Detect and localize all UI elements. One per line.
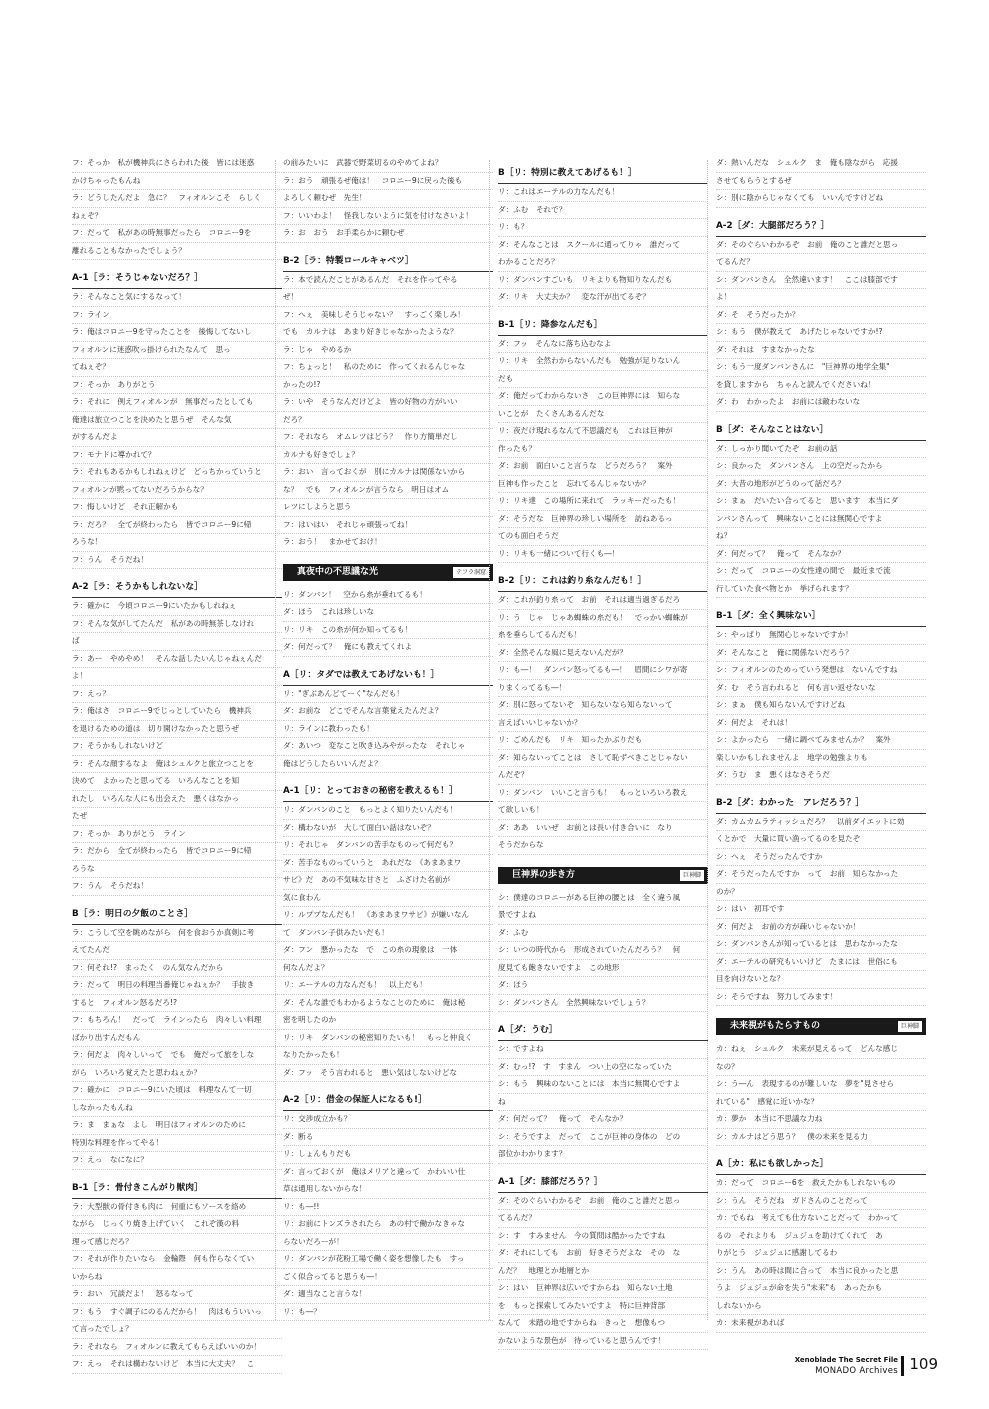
dialogue-line: フ：ライン bbox=[72, 309, 110, 319]
dialogue-line: ダ：フッ そう言われると 悪い気はしないけどな bbox=[283, 1067, 458, 1077]
dialogue-line: シ：ダンバンさん 全然興味ないでしょう？ bbox=[498, 997, 650, 1007]
dialogue-line: シ：もう 僕が教えて あげたじゃないですか!? bbox=[716, 327, 883, 336]
dialogue-line: フ：そんな気がしてたんだ 私があの時無茶しなけれ bbox=[72, 618, 255, 628]
dialogue-line: なの？ bbox=[716, 1061, 739, 1071]
column-divider bbox=[275, 160, 276, 1320]
dialogue-line: ラ：おい 言っておくが 別にカルナは関係ないから bbox=[283, 467, 466, 476]
dialogue-line: ダ：俺だってわからないさ この巨神界には 知らな bbox=[498, 391, 681, 400]
dialogue-line: 何なんだよ？ bbox=[283, 962, 329, 972]
dialogue-line: リ：ダンバン いいこと言うも！ もっといろいろ教え bbox=[498, 787, 688, 797]
dialogue-line: リ：ルププなんだも！ 《あまあまワサビ》が嫌いなん bbox=[283, 910, 470, 919]
dialogue-line: そうだからな bbox=[498, 840, 544, 849]
dialogue-line: ンバンさんって 興味ないことには無関心ですよ bbox=[716, 513, 883, 523]
dialogue-line: シ：だって コロニーの女性達の間で 最近まで流 bbox=[716, 566, 891, 575]
dialogue-line: いからね bbox=[72, 1271, 103, 1281]
dialogue-line: シ：まぁ だいたい合ってると 思います 本当にダ bbox=[716, 496, 899, 505]
dialogue-line: んだぞ？ bbox=[498, 770, 529, 779]
dialogue-line: リ：ごめんだも リキ 知ったかぶりだも bbox=[498, 735, 643, 744]
dialogue-line: リ：リキ達 この場所に来れて ラッキーだったも！ bbox=[498, 496, 681, 505]
dialogue-line: シ：うん そうだね ガドさんのことだって bbox=[716, 1195, 868, 1205]
dialogue-line: カ：だって コロニー6を 救えたかもしれないもの bbox=[716, 1178, 896, 1187]
dialogue-line: リ：これはエーテルの力なんだも！ bbox=[498, 187, 620, 196]
dialogue-line: シ：もう一度ダンバンさんに "巨神界の地学全集" bbox=[716, 362, 890, 371]
dialogue-line: シ：そうですよ だって ここが巨神の身体の どの bbox=[498, 1131, 681, 1141]
dialogue-line: フ：悔しいけど それ正解かも bbox=[72, 502, 179, 511]
choice-heading: A-1［ダ：膝部だろう？］ bbox=[498, 1174, 708, 1193]
dialogue-line: ダ：お前 面白いこと言うな どうだろう？ 案外 bbox=[498, 461, 673, 470]
line-separator bbox=[72, 1169, 282, 1170]
line-separator bbox=[498, 306, 708, 307]
line-separator bbox=[72, 259, 282, 260]
dialogue-line: ダ：適当なこと言うな！ bbox=[283, 1289, 367, 1298]
dialogue-line: 度見ても飽きないですよ この地形 bbox=[498, 962, 620, 972]
dialogue-line: カルナも好きでしょ？ bbox=[283, 449, 359, 459]
dialogue-line: リ："ぎぶあんどてーく"なんだも！ bbox=[283, 688, 404, 698]
dialogue-line: リ：ダンバンすごいも リキよりも物知りなんだも bbox=[498, 274, 673, 284]
dialogue-line: リ：エーテルの力なんだも！ 以上だも！ bbox=[283, 980, 427, 989]
dialogue-line: 行していた食べ物とか 挙げられます？ bbox=[716, 583, 853, 593]
line-separator bbox=[716, 1005, 926, 1006]
dialogue-line: ダ：カムカムラティッシュだろ？ 以前ダイエットに効 bbox=[716, 816, 905, 826]
dialogue-line: ラ：どうしたんだよ 急に？ フィオルンこそ らしく bbox=[72, 193, 262, 202]
dialogue-line: フ：そっか ありがとう ライン bbox=[72, 828, 186, 838]
dialogue-line: フ：えっ なになに？ bbox=[72, 1155, 148, 1164]
dialogue-line: なりたかったも！ bbox=[283, 1050, 344, 1059]
dialogue-line: ダ：大昔の地形がどうのって話だろ？ bbox=[716, 478, 846, 488]
dialogue-line: しれないから bbox=[716, 1300, 762, 1310]
dialogue-line: シ：う―ん 表現するのが難しいな 夢を"見させら bbox=[716, 1079, 895, 1088]
dialogue-line: くとかで 大量に買い漁ってるのを見たぞ bbox=[716, 834, 861, 843]
dialogue-line: の前みたいに 武器で野菜切るのやめてよね？ bbox=[283, 158, 443, 167]
dialogue-line: ラ：本で読んだことがあるんだ それを作ってやる bbox=[283, 274, 458, 284]
dialogue-line: フ：えっ？ bbox=[72, 688, 110, 698]
dialogue-line: ラ：確かに 今頃コロニー9にいたかもしれねぇ bbox=[72, 601, 237, 610]
dialogue-line: フ：そっか 私が機神兵にさらわれた後 皆には迷惑 bbox=[72, 158, 255, 167]
dialogue-line: ダ：知らないってことは さして恥ずべきことじゃない bbox=[498, 752, 688, 762]
dialogue-line: ラ：お おう お手柔らかに頼むぜ bbox=[283, 228, 405, 237]
line-separator bbox=[716, 784, 926, 785]
dialogue-line: フ：いいわよ！ 怪我しないように気を付けなさいよ！ bbox=[283, 210, 473, 220]
dialogue-line: フ：ちょっと！ 私のために 作ってくれるんじゃな bbox=[283, 362, 466, 371]
dialogue-line: ラ：大型獣の骨付きも肉に 何重にもソースを絡め bbox=[72, 1201, 247, 1211]
section-title: 巨神界の歩き方 bbox=[512, 869, 576, 880]
line-separator bbox=[716, 597, 926, 598]
section-banner bbox=[283, 564, 493, 581]
dialogue-line: フ：うん そうだね！ bbox=[72, 554, 148, 564]
dialogue-line: ダ：わ わかったよ お前には敵わないな bbox=[716, 397, 861, 406]
dialogue-line: ラ：何だよ 肉々しいって でも 俺だって旅をしな bbox=[72, 1050, 255, 1059]
dialogue-line: ダ：それにしても お前 好きそうだよな その な bbox=[498, 1248, 681, 1257]
dialogue-line: リ：リキも一緒について行くも―！ bbox=[498, 548, 620, 558]
dialogue-line: シ：ですよね bbox=[498, 1044, 544, 1053]
dialogue-line: フ：はいはい それじゃ頑張ってね！ bbox=[283, 519, 413, 529]
dialogue-line: リ：夜だけ現れるなんて不思議だも これは巨神が bbox=[498, 426, 673, 435]
dialogue-line: を もっと探索してみたいですよ 特に巨神背部 bbox=[498, 1300, 666, 1310]
choice-heading: B-1［ラ：骨付きこんがり獣肉］ bbox=[72, 1180, 282, 1199]
dialogue-line: リ：ダンバンのこと もっとよく知りたいんだも！ bbox=[283, 805, 458, 814]
dialogue-line: よ！ bbox=[716, 292, 732, 301]
dialogue-line: カ：ねぇ シュルク 未来が見えるって どんな感じ bbox=[716, 1044, 898, 1053]
dialogue-line: ばかり出すんだもん bbox=[72, 1032, 141, 1042]
choice-heading: A-2［リ：借金の保証人になるも!］ bbox=[283, 1092, 493, 1111]
dialogue-line: シ：ダンバンさんが知っているとは 思わなかったな bbox=[716, 939, 898, 948]
dialogue-line: て欲しいも！ bbox=[498, 805, 544, 814]
dialogue-line: ダ：苦手なものっていうと あれだな 《あまあまワ bbox=[283, 857, 462, 867]
choice-heading: B-1［リ：降参なんだも］ bbox=[498, 317, 708, 336]
dialogue-line: 糸を垂らしてるんだも！ bbox=[498, 630, 582, 639]
dialogue-line: シ：ダンバンさん 全然違います！ ここは膝部です bbox=[716, 274, 898, 284]
line-separator bbox=[498, 1349, 708, 1350]
dialogue-line: フィオルンが黙ってないだろうからな？ bbox=[72, 484, 208, 494]
dialogue-line: 離れることもなかったでしょう？ bbox=[72, 245, 186, 255]
dialogue-line: フ：そうかもしれないけど bbox=[72, 741, 164, 750]
dialogue-line: 巨神も作ったこと 忘れてるんじゃないか？ bbox=[498, 478, 650, 488]
line-separator bbox=[72, 568, 282, 569]
dialogue-line: すると フィオルン怒るだろ!? bbox=[72, 997, 177, 1007]
column-1 bbox=[72, 155, 282, 1374]
dialogue-line: ダ：そ そうだったか？ bbox=[716, 309, 800, 319]
dialogue-line: 俺達は旅立つことを決めたと思うぜ そんな気 bbox=[72, 414, 232, 424]
dialogue-line: ダ：これが釣り糸って お前 それは適当過ぎるだろ bbox=[498, 595, 681, 604]
dialogue-line: 目を向けないとな？ bbox=[716, 974, 785, 983]
line-separator bbox=[716, 1332, 926, 1333]
dialogue-line: リ：ダンバンが花粉工場で働く姿を想像したも すっ bbox=[283, 1254, 465, 1263]
dialogue-line: 特別な料理を作ってやる！ bbox=[72, 1137, 164, 1147]
dialogue-line: ダ：そんなこと 俺に関係ないだろう？ bbox=[716, 647, 853, 657]
dialogue-line: わかることだろ？ bbox=[498, 257, 559, 266]
dialogue-line: シ：はい 巨神界は広いですからね 知らない土地 bbox=[498, 1283, 673, 1292]
dialogue-line: リ：それじゃ ダンバンの苦手なものって何だも？ bbox=[283, 840, 458, 849]
dialogue-line: でも カルナは あまり好きじゃなかったような？ bbox=[283, 327, 458, 336]
dialogue-line: ラ：おい 冗談だよ！ 怒るなって bbox=[72, 1289, 194, 1298]
dialogue-line: ダ：ああ いいぜ お前とは長い付き合いに なり bbox=[498, 822, 673, 832]
dialogue-line: フ：それなら オムレツはどう？ 作り方簡単だし bbox=[283, 432, 458, 441]
footer-book-title: Xenoblade The Secret File bbox=[794, 1356, 898, 1364]
dialogue-line: 密を明したのか bbox=[283, 1015, 337, 1024]
dialogue-line: ダ：別に怒ってないぞ 知らないなら知らないって bbox=[498, 700, 673, 709]
line-separator bbox=[498, 854, 708, 855]
line-separator bbox=[283, 551, 493, 552]
dialogue-line: ラ：だろ？ 全てが終わったら 皆でコロニー9に帰 bbox=[72, 519, 252, 529]
dialogue-line: ダ：そのぐらいわかるぞ お前 俺のこと誰だと思っ bbox=[716, 239, 899, 249]
dialogue-line: ダ：何だよ お前の方が疎いじゃないか！ bbox=[716, 921, 861, 931]
dialogue-line: ラ：そんな顔するなよ 俺はシュルクと旅立つことを bbox=[72, 758, 254, 768]
dialogue-line: シ：良かった ダンバンさん 上の空だったから bbox=[716, 461, 883, 470]
line-separator bbox=[716, 1145, 926, 1146]
dialogue-line: フ：もう すぐ調子にのるんだから！ 肉はもういいっ bbox=[72, 1306, 262, 1316]
dialogue-line: 草は通用しないからな！ bbox=[283, 1184, 367, 1193]
dialogue-line: てのも面白そうだ bbox=[498, 531, 559, 540]
dialogue-line: 作ったも？ bbox=[498, 443, 536, 453]
dialogue-line: たぜ bbox=[72, 811, 88, 820]
dialogue-line: レツにしようと思う bbox=[283, 502, 352, 511]
footer-book-subtitle: MONADO Archives bbox=[815, 1366, 898, 1376]
dialogue-line: んだ？ 地理とか地層とか bbox=[498, 1265, 590, 1275]
location-tag: 巨神脚 bbox=[898, 1021, 922, 1032]
dialogue-line: シ：やっぱり 無関心じゃないですか！ bbox=[716, 630, 853, 639]
dialogue-line: リ：ラインに教わったも！ bbox=[283, 723, 374, 733]
line-separator bbox=[498, 1163, 708, 1164]
dialogue-line: ラ：おう 頑張るぜ俺は！ コロニー9に戻った後も bbox=[283, 175, 463, 185]
dialogue-line: シ：うん あの時は間に合って 本当に良かったと思 bbox=[716, 1265, 899, 1275]
dialogue-line: かったの!? bbox=[283, 379, 321, 389]
dialogue-line: フ：もちろん！ だって ラインったら 肉々しい料理 bbox=[72, 1015, 262, 1024]
dialogue-line: シ：もう 興味のないことには 本当に無関心ですよ bbox=[498, 1079, 681, 1088]
choice-heading: B［ラ：明日の夕飯のことさ］ bbox=[72, 906, 282, 925]
dialogue-line: ダ：それは すまなかったな bbox=[716, 344, 815, 354]
dialogue-line: てねぇぞ？ bbox=[72, 362, 110, 371]
dialogue-line: リ：リキ 全然わからないんだも 勉強が足りないん bbox=[498, 356, 681, 365]
dialogue-line: ラ：だって 明日の料理当番俺じゃねぇか？ 手抜き bbox=[72, 980, 255, 989]
dialogue-line: うよ ジュジュが命を失う"未来"も あったかも bbox=[716, 1283, 883, 1292]
dialogue-line: ダ：うむ ま 悪くはなさそうだ bbox=[716, 770, 830, 779]
dialogue-line: カ：夢か 本当に不思議な力ね bbox=[716, 1114, 823, 1123]
dialogue-line: させてもらうとするぜ bbox=[716, 175, 792, 185]
dialogue-line: ダ：何だって？ 俺って そんなか？ bbox=[716, 548, 846, 558]
choice-heading: A-1［リ：とっておきの秘密を教えるも！］ bbox=[283, 783, 493, 802]
dialogue-line: りまくってるも―！ bbox=[498, 682, 567, 692]
dialogue-line: ダ：ふむ bbox=[498, 927, 529, 937]
dialogue-line: シ：まぁ 僕も知らないんですけどね bbox=[716, 700, 846, 709]
dialogue-line: ダ：フン 悪かったな で この糸の現象は 一体 bbox=[283, 945, 458, 954]
dialogue-line: リ：も？ bbox=[498, 222, 529, 231]
dialogue-line: シ：よかったら 一緒に調べてみませんか？ 案外 bbox=[716, 735, 891, 744]
dialogue-line: ラ：それなら フィオルンに教えてもらえばいいのか！ bbox=[72, 1341, 262, 1351]
dialogue-line: シ：そうですね 努力してみます！ bbox=[716, 991, 838, 1001]
dialogue-line: 決めて よかったと思ってる いろんなことを知 bbox=[72, 776, 240, 785]
choice-heading: A-2［ダ：大腿部だろう？］ bbox=[716, 218, 926, 237]
dialogue-line: ラ：そんなこと気にするなって！ bbox=[72, 292, 186, 301]
dialogue-line: がら いろいろ覚えたと思わねぇか？ bbox=[72, 1067, 202, 1077]
dialogue-line: ろうな！ bbox=[72, 537, 103, 546]
dialogue-line: 俺はどうしたらいいんだよ？ bbox=[283, 758, 382, 768]
dialogue-line: だろ？ bbox=[283, 414, 306, 424]
dialogue-line: ラ：いや そうなんだけどよ 皆の好物の方がいい bbox=[283, 397, 458, 406]
dialogue-line: ね？ bbox=[716, 531, 732, 540]
dialogue-line: リ：う じゃ じゃあ蜘蛛の糸だも！ でっかい蜘蛛が bbox=[498, 612, 688, 622]
column-3 bbox=[498, 155, 708, 1350]
dialogue-line: シ：フィオルンのためっていう発想は ないんですね bbox=[716, 665, 898, 674]
line-separator bbox=[283, 1320, 493, 1321]
dialogue-line: て言ったでしょ？ bbox=[72, 1324, 133, 1333]
dialogue-line: ラ：それもあるかもしれねぇけど どっちかっていうと bbox=[72, 467, 262, 476]
dialogue-line: るの それよりも ジュジュを助けてくれて あ bbox=[716, 1230, 883, 1240]
column-divider bbox=[707, 160, 708, 1320]
dialogue-line: ダ：全然そんな風に見えないんだが？ bbox=[498, 647, 628, 657]
dialogue-line: シ：いつの時代から 形成されていたんだろう？ 何 bbox=[498, 945, 681, 954]
dialogue-line: フ：確かに コロニー9にいた頃は 料理なんて一切 bbox=[72, 1085, 252, 1094]
dialogue-line: を退けるための道は 切り開けなかったと思うぜ bbox=[72, 723, 240, 733]
line-separator bbox=[716, 207, 926, 208]
dialogue-line: ダ：言っておくが 俺はメリアと違って かわいい仕 bbox=[283, 1166, 466, 1176]
section-banner bbox=[498, 867, 708, 884]
dialogue-line: ラ：俺はコロニー9を守ったことを 後悔してないし bbox=[72, 327, 252, 336]
dialogue-line: フ：へぇ 美味しそうじゃない？ すっごく楽しみ！ bbox=[283, 309, 465, 319]
choice-heading: B-1［ダ：全く興味ない］ bbox=[716, 608, 926, 627]
dialogue-line: しなかったもんね bbox=[72, 1102, 133, 1112]
line-separator bbox=[498, 1011, 708, 1012]
dialogue-line: ダ：お前な どこでそんな言葉覚えたんだよ？ bbox=[283, 706, 443, 715]
dialogue-line: フ：えっ それは構わないけど 本当に大丈夫？ こ bbox=[72, 1359, 255, 1368]
line-separator bbox=[72, 1373, 282, 1374]
section-title: 真夜中の不思議な光 bbox=[297, 566, 379, 577]
footer-bar bbox=[901, 1356, 904, 1376]
dialogue-line: のか？ bbox=[716, 886, 739, 896]
dialogue-line: ダ：構わないが 大して面白い話はないぞ？ bbox=[283, 822, 435, 832]
dialogue-line: フ：うん そうだね！ bbox=[72, 881, 148, 890]
dialogue-line: ダ：何だって？ 俺にも教えてくれよ bbox=[283, 642, 413, 651]
dialogue-line: いことが たくさんあるんだな bbox=[498, 408, 605, 418]
dialogue-line: リ：しょんもりだも bbox=[283, 1149, 352, 1158]
dialogue-line: ラ：ま まぁな よし 明日はフィオルンのために bbox=[72, 1120, 246, 1129]
dialogue-line: リ：お前にトンズラされたら あの村で働かなきゃな bbox=[283, 1219, 466, 1228]
dialogue-line: れたし いろんな人にも出会えた 悪くはなかっ bbox=[72, 793, 240, 803]
dialogue-line: シ：へぇ そうだったんですか bbox=[716, 851, 823, 861]
choice-heading: A［ダ：うむ］ bbox=[498, 1022, 708, 1041]
dialogue-line: えてたんだ bbox=[72, 945, 110, 954]
dialogue-line: ラ：だから 全てが終わったら 皆でコロニー9に帰 bbox=[72, 846, 252, 855]
dialogue-line: カ：未来視があれば bbox=[716, 1318, 785, 1327]
dialogue-line: リ：リキ この糸が何か知ってるも！ bbox=[283, 624, 413, 634]
dialogue-line: ダ：熱いんだな シュルク ま 俺も陰ながら 応援 bbox=[716, 158, 898, 167]
page-footer bbox=[794, 1355, 938, 1385]
dialogue-line: かけちゃったもんね bbox=[72, 175, 141, 185]
page-number: 109 bbox=[909, 1355, 938, 1373]
dialogue-line: りがとう ジュジュに感謝してるわ bbox=[716, 1248, 838, 1257]
dialogue-line: ダ：エーテルの研究もいいけど たまには 世俗にも bbox=[716, 956, 898, 966]
line-separator bbox=[498, 562, 708, 563]
dialogue-line: ダ：しっかり聞いてたぞ お前の話 bbox=[716, 443, 838, 453]
line-separator bbox=[72, 895, 282, 896]
choice-heading: B［ダ：そんなことはない］ bbox=[716, 422, 926, 441]
dialogue-line: ダ：そんなことは スクールに通ってりゃ 誰だって bbox=[498, 239, 681, 249]
dialogue-line: かないような景色が 待っていると思うんです！ bbox=[498, 1335, 666, 1345]
dialogue-line: 部位かわかります？ bbox=[498, 1149, 567, 1158]
dialogue-line: を貸しますから ちゃんと読んでくださいね！ bbox=[716, 379, 876, 389]
dialogue-line: ねぇぞ？ bbox=[72, 210, 103, 220]
dialogue-line: ダ：そんな誰でもわかるようなことのために 俺は秘 bbox=[283, 997, 466, 1007]
dialogue-line: ラ：あー やめやめ！ そんな話したいんじゃねぇんだ bbox=[72, 653, 262, 663]
dialogue-line: シ：別に陰からじゃなくても いいんですけどね bbox=[716, 193, 884, 202]
dialogue-line: ね bbox=[498, 1096, 506, 1106]
dialogue-line: シ：カルナはどう思う？ 僕の未来を見る力 bbox=[716, 1131, 868, 1141]
dialogue-line: ダ：むっ!? す すまん つい上の空になっていた bbox=[498, 1061, 673, 1071]
dialogue-line: ラ：それに 例えフィオルンが 無事だったとしても bbox=[72, 397, 254, 406]
dialogue-line: 楽しいかもしれませんよ 地学の勉強よりも bbox=[716, 752, 868, 762]
dialogue-line: リ：も―？ bbox=[283, 1306, 321, 1316]
choice-heading: A［リ：タダでは教えてあげないも！］ bbox=[283, 667, 493, 686]
dialogue-line: ダ：フッ そんなに落ち込むなよ bbox=[498, 338, 612, 348]
dialogue-line: てるんだ？ bbox=[716, 257, 754, 266]
dialogue-line: よ！ bbox=[72, 671, 88, 680]
dialogue-line: ば bbox=[72, 636, 80, 645]
line-separator bbox=[283, 242, 493, 243]
choice-heading: B-2［リ：これは釣り糸なんだも！］ bbox=[498, 573, 708, 592]
dialogue-line: ラ：俺はさ コロニー9でじっとしていたら 機神兵 bbox=[72, 706, 252, 715]
dialogue-line: カ：でもね 考えても仕方ないことだって わかって bbox=[716, 1213, 899, 1222]
dialogue-line: ダ：ほう bbox=[498, 980, 529, 989]
dialogue-line: フィオルンに迷惑吹っ掛けられたなんて 思っ bbox=[72, 344, 231, 354]
dialogue-line: ダ：何だよ それは！ bbox=[716, 717, 792, 727]
dialogue-line: ダ：む そう言われると 何も言い返せないな bbox=[716, 682, 876, 692]
dialogue-line: ラ：おう！ まかせておけ！ bbox=[283, 537, 382, 546]
section-banner bbox=[716, 1018, 926, 1035]
dialogue-line: リ：リキ ダンバンの秘密知りたいも！ もっと仲良く bbox=[283, 1032, 473, 1042]
dialogue-line: フ：それが作りたいなら 金輪際 何も作らなくてい bbox=[72, 1254, 255, 1263]
line-separator bbox=[283, 656, 493, 657]
dialogue-line: リ：ダンバン！ 空から糸が垂れてるも！ bbox=[283, 589, 427, 599]
section-title: 未来視がもたらすもの bbox=[730, 1021, 821, 1031]
choice-heading: B-2［ダ：わかった アレだろう？］ bbox=[716, 795, 926, 814]
choice-heading: A［カ：私にも欲しかった］ bbox=[716, 1156, 926, 1175]
dialogue-line: ダ：ほう これは珍しいな bbox=[283, 607, 375, 616]
dialogue-line: 気に食わん bbox=[283, 892, 321, 902]
column-4 bbox=[716, 155, 926, 1333]
dialogue-line: リ：も―！ ダンバン怒ってるも―！ 眉間にシワが寄 bbox=[498, 665, 688, 674]
dialogue-line: ダ：ふむ それで？ bbox=[498, 204, 567, 214]
column-2 bbox=[283, 155, 493, 1321]
dialogue-line: フ：そっか ありがとう bbox=[72, 379, 156, 389]
dialogue-line: なんて 未踏の地ですからね きっと 想像もつ bbox=[498, 1318, 666, 1327]
dialogue-line: 言えばいいじゃないか？ bbox=[498, 717, 582, 727]
line-separator bbox=[716, 411, 926, 412]
dialogue-line: ながら じっくり焼き上げていく これぞ漢の料 bbox=[72, 1219, 240, 1228]
dialogue-line: ダ：リキ 大丈夫か？ 変な汗が出てるぞ？ bbox=[498, 292, 650, 301]
line-separator bbox=[283, 772, 493, 773]
line-separator bbox=[283, 1081, 493, 1082]
location-tag: テフラ洞窟 bbox=[453, 567, 489, 578]
dialogue-line: ダ：そうだったんですか って お前 知らなかった bbox=[716, 869, 899, 878]
dialogue-line: 理って感じだろ？ bbox=[72, 1236, 133, 1246]
dialogue-line: ダ：そのぐらいわかるぞ お前 俺のこと誰だと思っ bbox=[498, 1195, 681, 1205]
dialogue-line: がするんだよ bbox=[72, 432, 118, 441]
choice-heading: B-2［ラ：特製ロールキャベツ］ bbox=[283, 253, 493, 272]
column-divider bbox=[489, 160, 490, 1320]
dialogue-line: ラ：こうして空を眺めながら 何を食おうか真剣に考 bbox=[72, 927, 255, 937]
choice-heading: B［リ：特別に教えてあげるも！］ bbox=[498, 165, 708, 184]
dialogue-line: な？ でも フィオルンが言うなら 明日はオム bbox=[283, 484, 450, 494]
choice-heading: A-1［ラ：そうじゃないだろ？］ bbox=[72, 270, 282, 289]
dialogue-line: ダ：そうだな 巨神界の珍しい場所を 訪ねあるっ bbox=[498, 513, 673, 523]
dialogue-line: リ：も―!! bbox=[283, 1201, 320, 1211]
dialogue-line: らないだろーが！ bbox=[283, 1236, 344, 1246]
dialogue-line: サビ》だ あの不気味な甘さと ふざけた名前が bbox=[283, 875, 451, 884]
dialogue-line: シ：はい 初耳です bbox=[716, 904, 785, 913]
dialogue-line: だも bbox=[498, 373, 514, 383]
dialogue-line: て ダンバン子供みたいだも！ bbox=[283, 927, 389, 937]
dialogue-line: ラ：じゃ やめるか bbox=[283, 344, 352, 354]
dialogue-line: 景ですよね bbox=[498, 910, 536, 919]
dialogue-line: ダ：何だって？ 俺って そんなか？ bbox=[498, 1114, 628, 1123]
choice-heading: A-2［ラ：そうかもしれないな］ bbox=[72, 579, 282, 598]
dialogue-line: フ：だって 私があの時無事だったら コロニー9を bbox=[72, 228, 252, 237]
dialogue-line: シ：僕達のコロニーがある巨神の腰とは 全く違う風 bbox=[498, 892, 681, 902]
dialogue-line: シ：す すみません 今の質問は酷かったですね bbox=[498, 1230, 666, 1240]
dialogue-line: フ：モナドに導かれて？ bbox=[72, 449, 156, 459]
dialogue-line: ダ：あいつ 変なこと吹き込みやがったな それじゃ bbox=[283, 741, 466, 750]
dialogue-line: ごく似合ってると思うも―！ bbox=[283, 1271, 382, 1281]
dialogue-line: フ：何それ!? まったく のん気なんだから bbox=[72, 962, 224, 972]
location-tag: 巨神脚 bbox=[680, 870, 704, 881]
dialogue-line: よろしく頼むぜ 先生！ bbox=[283, 193, 367, 202]
dialogue-line: ダ：断る bbox=[283, 1131, 314, 1141]
dialogue-line: ろうな bbox=[72, 863, 95, 873]
dialogue-line: てるんだ？ bbox=[498, 1213, 536, 1222]
dialogue-line: リ：交渉成立かも？ bbox=[283, 1114, 352, 1123]
dialogue-line: れている" 感覚に近いかな？ bbox=[716, 1096, 819, 1106]
dialogue-line: ぜ！ bbox=[283, 292, 299, 301]
